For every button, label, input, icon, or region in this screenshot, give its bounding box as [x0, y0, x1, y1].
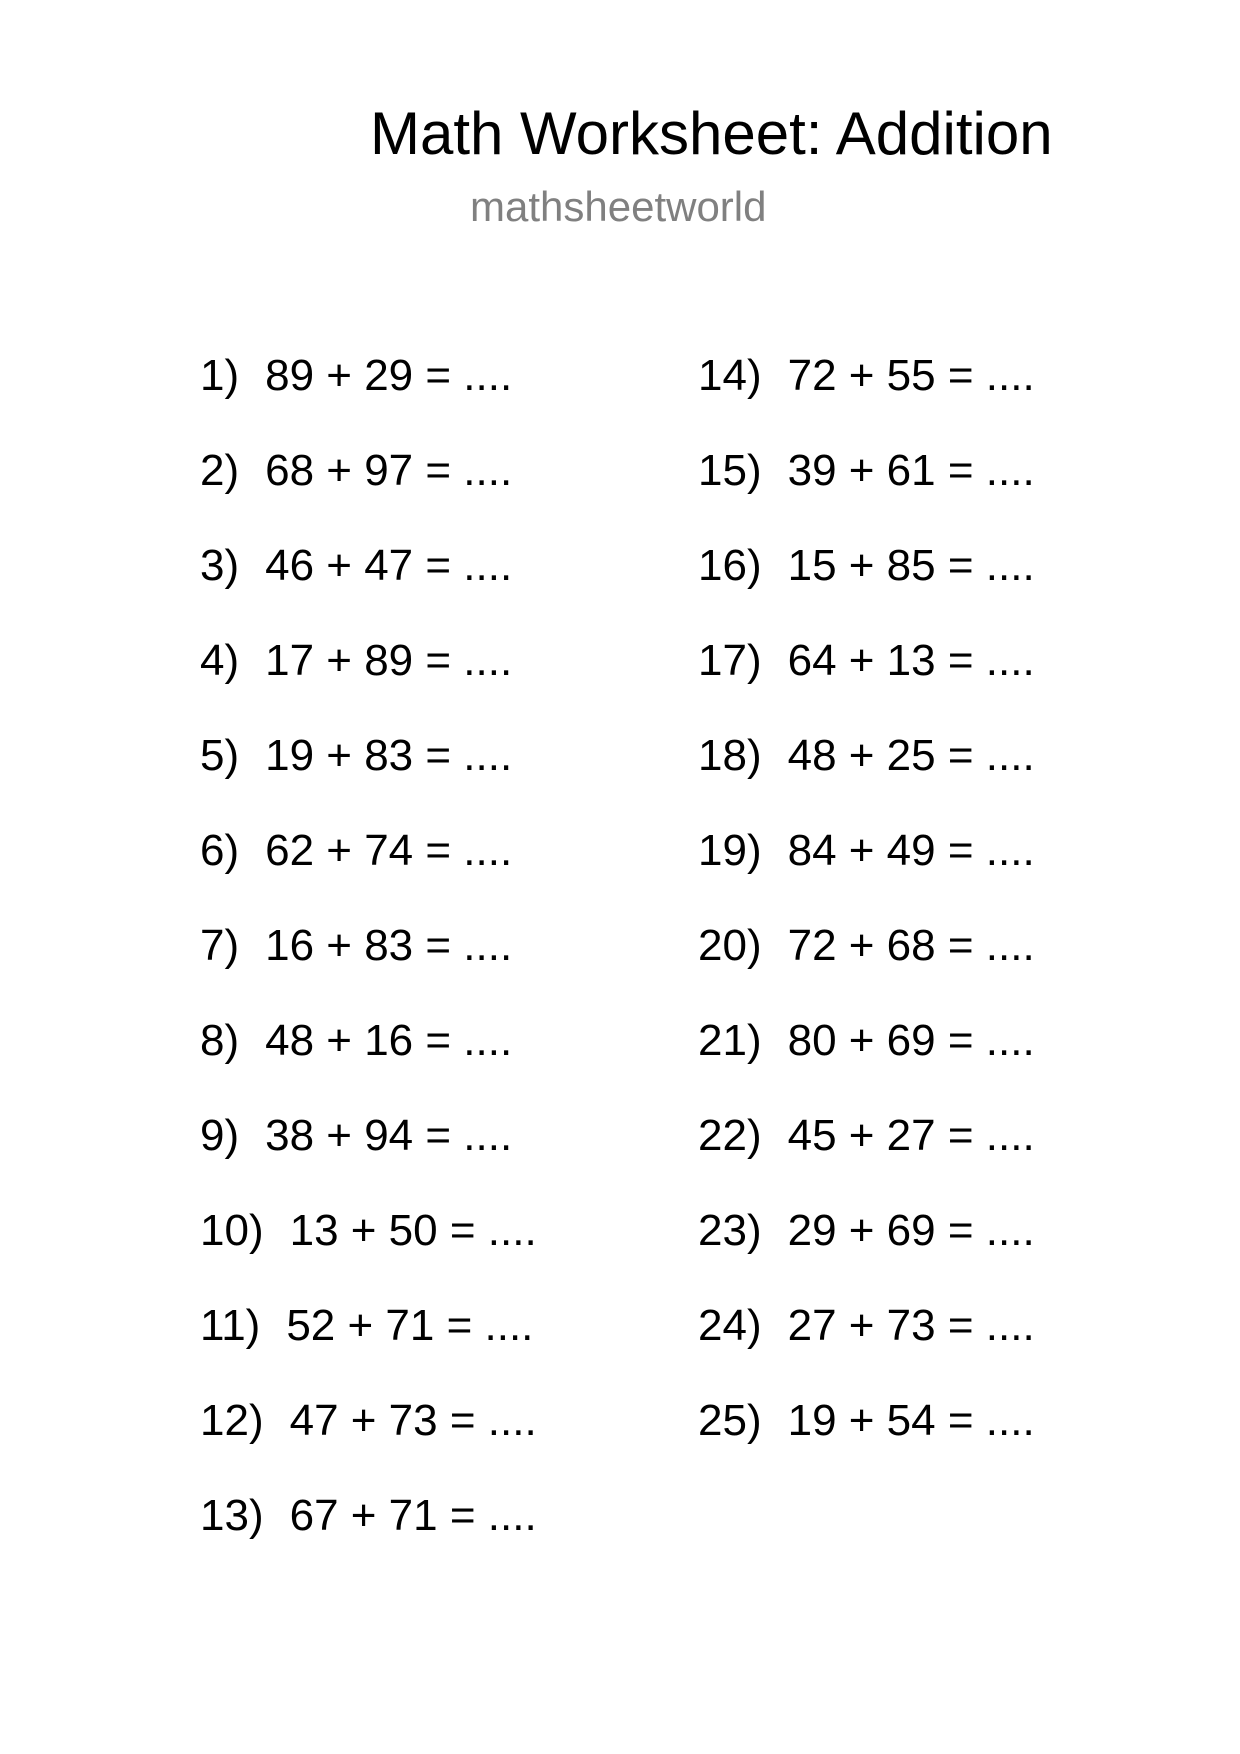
problem-number: 2)	[200, 446, 240, 495]
problem-number: 13)	[200, 1491, 264, 1540]
problem-item	[698, 631, 1035, 726]
problem-number: 16)	[698, 541, 762, 590]
problem-number: 10)	[200, 1206, 264, 1255]
problem-item	[698, 916, 1035, 1011]
problem-item	[200, 726, 537, 821]
problem-expression: 46 + 47 = ....	[265, 541, 513, 590]
problem-number: 18)	[698, 731, 762, 780]
problem-expression: 64 + 13 = ....	[787, 636, 1035, 685]
problem-expression: 67 + 71 = ....	[289, 1491, 537, 1540]
problem-item	[200, 1296, 537, 1391]
problem-item	[200, 536, 537, 631]
problem-expression: 89 + 29 = ....	[265, 351, 513, 400]
problem-number: 25)	[698, 1396, 762, 1445]
problem-expression: 15 + 85 = ....	[787, 541, 1035, 590]
problem-number: 8)	[200, 1016, 240, 1065]
problem-number: 21)	[698, 1016, 762, 1065]
problem-item	[200, 1106, 537, 1201]
problem-item	[698, 1011, 1035, 1106]
problem-item	[698, 1391, 1035, 1486]
problem-number: 20)	[698, 921, 762, 970]
problem-expression: 62 + 74 = ....	[265, 826, 513, 875]
problem-column-right	[698, 346, 1035, 1486]
problem-number: 12)	[200, 1396, 264, 1445]
problem-item	[698, 821, 1035, 916]
problem-item	[698, 441, 1035, 536]
problem-expression: 39 + 61 = ....	[787, 446, 1035, 495]
problem-expression: 72 + 55 = ....	[787, 351, 1035, 400]
problem-expression: 38 + 94 = ....	[265, 1111, 513, 1160]
problem-expression: 80 + 69 = ....	[787, 1016, 1035, 1065]
problem-expression: 13 + 50 = ....	[289, 1206, 537, 1255]
problem-number: 4)	[200, 636, 240, 685]
problem-number: 14)	[698, 351, 762, 400]
problem-expression: 27 + 73 = ....	[787, 1301, 1035, 1350]
problem-expression: 48 + 16 = ....	[265, 1016, 513, 1065]
problem-item	[200, 441, 537, 536]
problem-item	[200, 346, 537, 441]
problem-number: 23)	[698, 1206, 762, 1255]
problem-number: 22)	[698, 1111, 762, 1160]
problem-expression: 48 + 25 = ....	[787, 731, 1035, 780]
problem-item	[200, 1486, 537, 1581]
page-title: Math Worksheet: Addition	[370, 100, 1053, 167]
problem-number: 24)	[698, 1301, 762, 1350]
problem-item	[200, 1201, 537, 1296]
problem-expression: 19 + 83 = ....	[265, 731, 513, 780]
problem-item	[200, 916, 537, 1011]
problem-item	[698, 726, 1035, 821]
problem-number: 1)	[200, 351, 240, 400]
problem-number: 9)	[200, 1111, 240, 1160]
problem-expression: 16 + 83 = ....	[265, 921, 513, 970]
problem-item	[698, 346, 1035, 441]
brand-subtitle: mathsheetworld	[470, 183, 767, 230]
problem-item	[200, 631, 537, 726]
problem-item	[698, 1106, 1035, 1201]
problem-number: 5)	[200, 731, 240, 780]
problem-item	[200, 1011, 537, 1106]
problem-number: 11)	[200, 1301, 261, 1350]
problem-expression: 45 + 27 = ....	[787, 1111, 1035, 1160]
problem-item	[698, 1296, 1035, 1391]
problem-expression: 17 + 89 = ....	[265, 636, 513, 685]
problem-number: 15)	[698, 446, 762, 495]
problem-number: 19)	[698, 826, 762, 875]
problem-expression: 47 + 73 = ....	[289, 1396, 537, 1445]
problem-item	[200, 1391, 537, 1486]
problem-item	[698, 1201, 1035, 1296]
problem-number: 7)	[200, 921, 240, 970]
problem-expression: 84 + 49 = ....	[787, 826, 1035, 875]
problem-column-left	[200, 346, 537, 1581]
problem-number: 6)	[200, 826, 240, 875]
problem-expression: 68 + 97 = ....	[265, 446, 513, 495]
problem-number: 17)	[698, 636, 762, 685]
problem-expression: 29 + 69 = ....	[787, 1206, 1035, 1255]
problem-expression: 72 + 68 = ....	[787, 921, 1035, 970]
problem-number: 3)	[200, 541, 240, 590]
problem-item	[698, 536, 1035, 631]
problem-expression: 52 + 71 = ....	[286, 1301, 534, 1350]
problem-expression: 19 + 54 = ....	[787, 1396, 1035, 1445]
problem-item	[200, 821, 537, 916]
